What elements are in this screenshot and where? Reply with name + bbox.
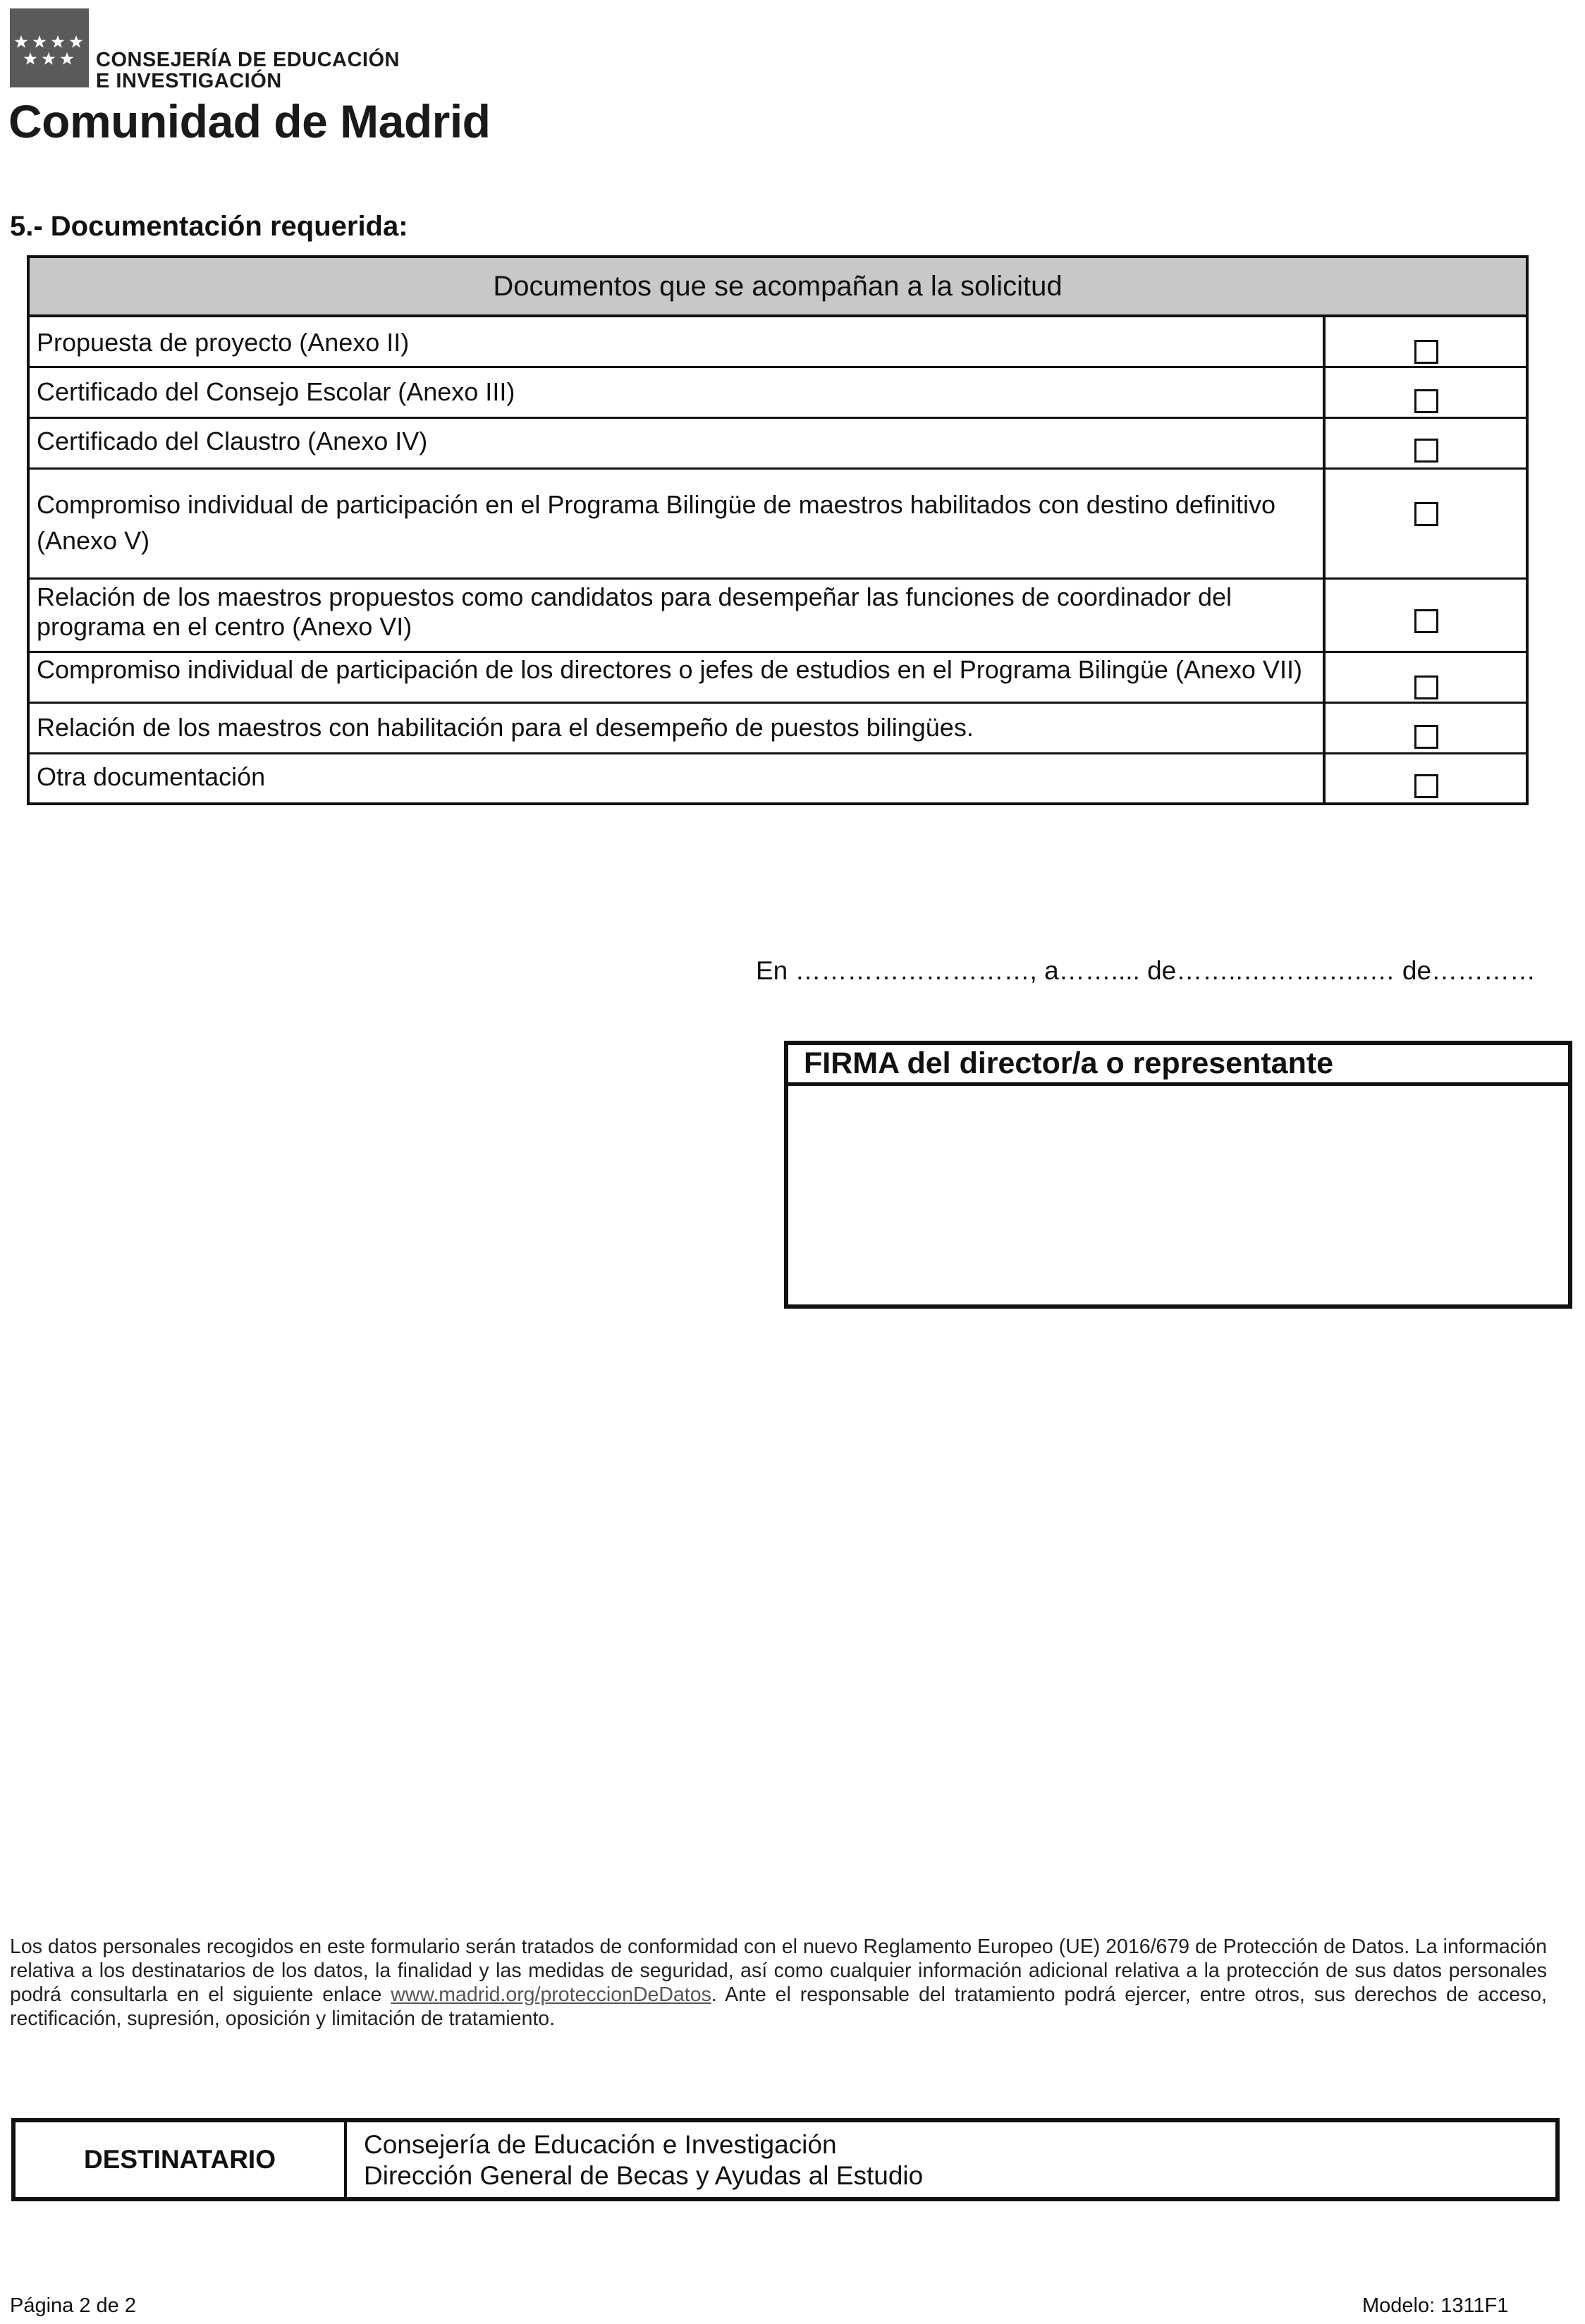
document-checkbox[interactable] — [1414, 609, 1438, 633]
recipient-label: DESTINATARIO — [16, 2122, 347, 2197]
document-label: Propuesta de proyecto (Anexo II) — [37, 328, 410, 357]
table-row — [30, 653, 1526, 704]
recipient-line2: Dirección General de Becas y Ayudas al Estudio — [364, 2161, 924, 2190]
org-name-line1: CONSEJERÍA DE EDUCACIÓN — [96, 49, 400, 71]
table-row — [30, 704, 1526, 754]
document-label: Certificado del Consejo Escolar (Anexo III) — [37, 377, 515, 406]
document-checkbox[interactable] — [1414, 502, 1438, 526]
recipient-box — [11, 2118, 1560, 2201]
privacy-text-before: Los datos personales recogidos en este formulario serán tratados de conformidad con el nuevo Reglamento Europeo (UE) 2016/679 de Protección de Datos. La información relativa a los destinatarios de los datos, la finalidad y las medidas de seguridad, así como cualquier información adicional relativa a la protección de sus datos personales podrá consultarla en el siguiente enlace — [10, 1935, 1547, 2006]
model-number: Modelo: 1311F1 — [1362, 2294, 1509, 2317]
table-row — [30, 368, 1526, 419]
signature-title: FIRMA del director/a o representante — [788, 1045, 1568, 1086]
table-row — [30, 580, 1526, 653]
date-place-line[interactable]: En ………………………, a…….... de……..……….…..… de………… — [756, 956, 1536, 985]
table-row — [30, 317, 1526, 368]
section-title: 5.- Documentación requerida: — [10, 211, 408, 242]
signature-box[interactable] — [784, 1041, 1572, 1309]
document-checkbox[interactable] — [1414, 675, 1438, 699]
table-row — [30, 470, 1526, 580]
documents-table-header: Documentos que se acompañan a la solicitud — [30, 258, 1526, 317]
privacy-link[interactable]: www.madrid.org/proteccionDeDatos — [391, 1983, 711, 2006]
privacy-notice — [10, 1935, 1547, 2031]
recipient-details — [364, 2129, 923, 2191]
madrid-stars-flag-icon — [10, 8, 89, 87]
document-checkbox[interactable] — [1414, 725, 1438, 749]
recipient-line1: Consejería de Educación e Investigación — [364, 2130, 837, 2159]
document-checkbox[interactable] — [1414, 774, 1438, 798]
document-label: Otra documentación — [37, 762, 266, 791]
document-label: Certificado del Claustro (Anexo IV) — [37, 427, 428, 455]
table-row — [30, 419, 1526, 470]
document-label: Compromiso individual de participación de los directores o jefes de estudios en el Programa Bilingüe (Anexo VII) — [37, 655, 1302, 684]
document-checkbox[interactable] — [1414, 340, 1438, 364]
org-name-line2: E INVESTIGACIÓN — [96, 70, 282, 92]
document-checkbox[interactable] — [1414, 439, 1438, 463]
documents-table — [27, 255, 1529, 805]
document-label: Relación de los maestros propuestos como candidatos para desempeñar las funciones de coordinador del programa en el centro (Anexo VI) — [37, 582, 1232, 641]
brand-name: Comunidad de Madrid — [8, 95, 491, 147]
page-number: Página 2 de 2 — [10, 2294, 136, 2317]
privacy-text-after: . Ante el responsable del tratamiento podrá ejercer, entre otros, sus derechos de acceso, rectificación, supresión, oposición y limitación de tratamiento. — [10, 1983, 1547, 2030]
document-label: Relación de los maestros con habilitación para el desempeño de puestos bilingües. — [37, 713, 974, 742]
document-label: Compromiso individual de participación en el Programa Bilingüe de maestros habilitados con destino definitivo (Anexo V) — [37, 490, 1275, 555]
table-row — [30, 754, 1526, 802]
logo-flag — [10, 8, 89, 87]
document-checkbox[interactable] — [1414, 389, 1438, 413]
